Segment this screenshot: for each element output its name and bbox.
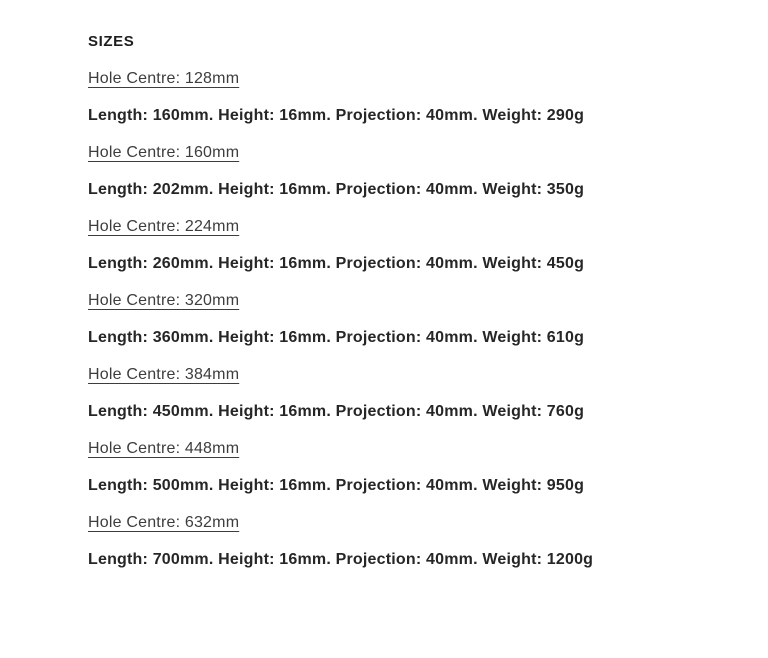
hole-centre-link[interactable]: Hole Centre: 384mm — [88, 366, 240, 383]
size-specs: Length: 160mm. Height: 16mm. Projection: 40mm. Weight: 290g — [88, 107, 585, 124]
size-row — [88, 439, 728, 495]
size-specs: Length: 700mm. Height: 16mm. Projection: 40mm. Weight: 1200g — [88, 551, 594, 568]
hole-centre-link[interactable]: Hole Centre: 128mm — [88, 70, 240, 87]
sizes-heading: SIZES — [88, 33, 135, 50]
hole-centre-link[interactable]: Hole Centre: 224mm — [88, 218, 240, 235]
size-row — [88, 69, 728, 125]
size-specs: Length: 500mm. Height: 16mm. Projection: 40mm. Weight: 950g — [88, 477, 585, 494]
size-specs: Length: 360mm. Height: 16mm. Projection: 40mm. Weight: 610g — [88, 329, 585, 346]
size-row — [88, 291, 728, 347]
size-row — [88, 217, 728, 273]
size-specs: Length: 202mm. Height: 16mm. Projection: 40mm. Weight: 350g — [88, 181, 585, 198]
size-specs: Length: 450mm. Height: 16mm. Projection: 40mm. Weight: 760g — [88, 403, 585, 420]
hole-centre-link[interactable]: Hole Centre: 160mm — [88, 144, 240, 161]
size-specs: Length: 260mm. Height: 16mm. Projection: 40mm. Weight: 450g — [88, 255, 585, 272]
hole-centre-link[interactable]: Hole Centre: 320mm — [88, 292, 240, 309]
size-row — [88, 513, 728, 569]
hole-centre-link[interactable]: Hole Centre: 632mm — [88, 514, 240, 531]
hole-centre-link[interactable]: Hole Centre: 448mm — [88, 440, 240, 457]
size-row — [88, 143, 728, 199]
size-row — [88, 365, 728, 421]
